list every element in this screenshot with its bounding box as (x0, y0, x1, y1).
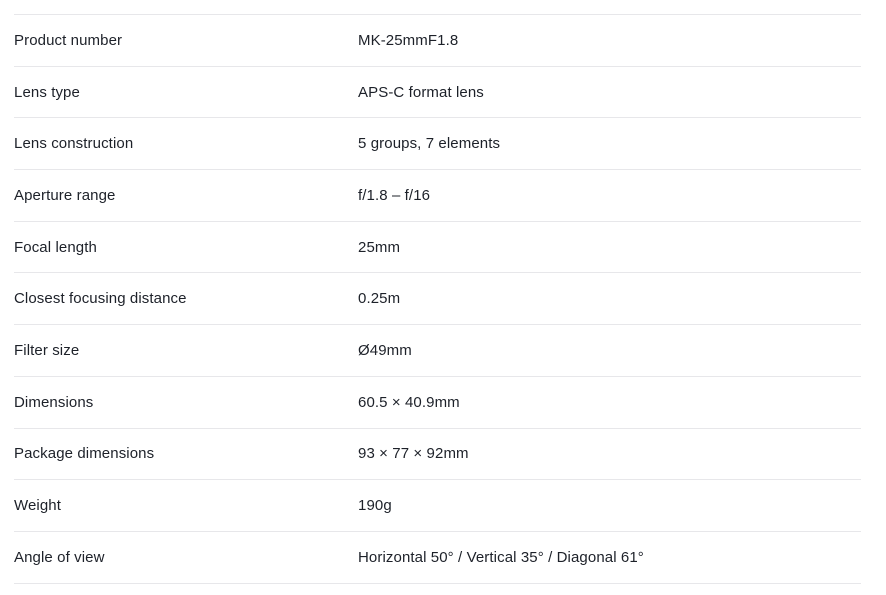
spec-label: Filter size (14, 341, 80, 359)
spec-row-angle-of-view (14, 532, 861, 584)
spec-row-focal-length (14, 222, 861, 274)
spec-value: 60.5 × 40.9mm (358, 393, 460, 411)
spec-label: Closest focusing distance (14, 290, 187, 308)
spec-value: 25mm (358, 238, 401, 256)
spec-row-aperture-range (14, 170, 861, 222)
spec-label: Product number (14, 31, 123, 49)
lens-spec-table (14, 14, 861, 584)
spec-label: Package dimensions (14, 445, 155, 463)
spec-row-filter-size (14, 325, 861, 377)
spec-value: 93 × 77 × 92mm (358, 445, 469, 463)
spec-row-lens-type (14, 67, 861, 119)
spec-row-lens-construction (14, 118, 861, 170)
spec-value: 190g (358, 497, 392, 515)
spec-value: 5 groups, 7 elements (358, 135, 501, 153)
spec-label: Dimensions (14, 393, 94, 411)
spec-label: Focal length (14, 238, 97, 256)
spec-value: Ø49mm (358, 341, 412, 359)
spec-label: Lens type (14, 83, 80, 101)
spec-row-product-number (14, 15, 861, 67)
spec-value: 0.25m (358, 290, 401, 308)
spec-value: Horizontal 50° / Vertical 35° / Diagonal 61° (358, 548, 644, 566)
spec-label: Angle of view (14, 548, 105, 566)
spec-label: Aperture range (14, 186, 116, 204)
spec-row-weight (14, 480, 861, 532)
spec-row-dimensions (14, 377, 861, 429)
spec-label: Lens construction (14, 135, 134, 153)
spec-value: f/1.8 – f/16 (358, 186, 431, 204)
spec-label: Weight (14, 497, 62, 515)
spec-value: MK-25mmF1.8 (358, 31, 459, 49)
spec-value: APS-C format lens (358, 83, 484, 101)
spec-row-closest-focusing-distance (14, 273, 861, 325)
spec-row-package-dimensions (14, 429, 861, 481)
